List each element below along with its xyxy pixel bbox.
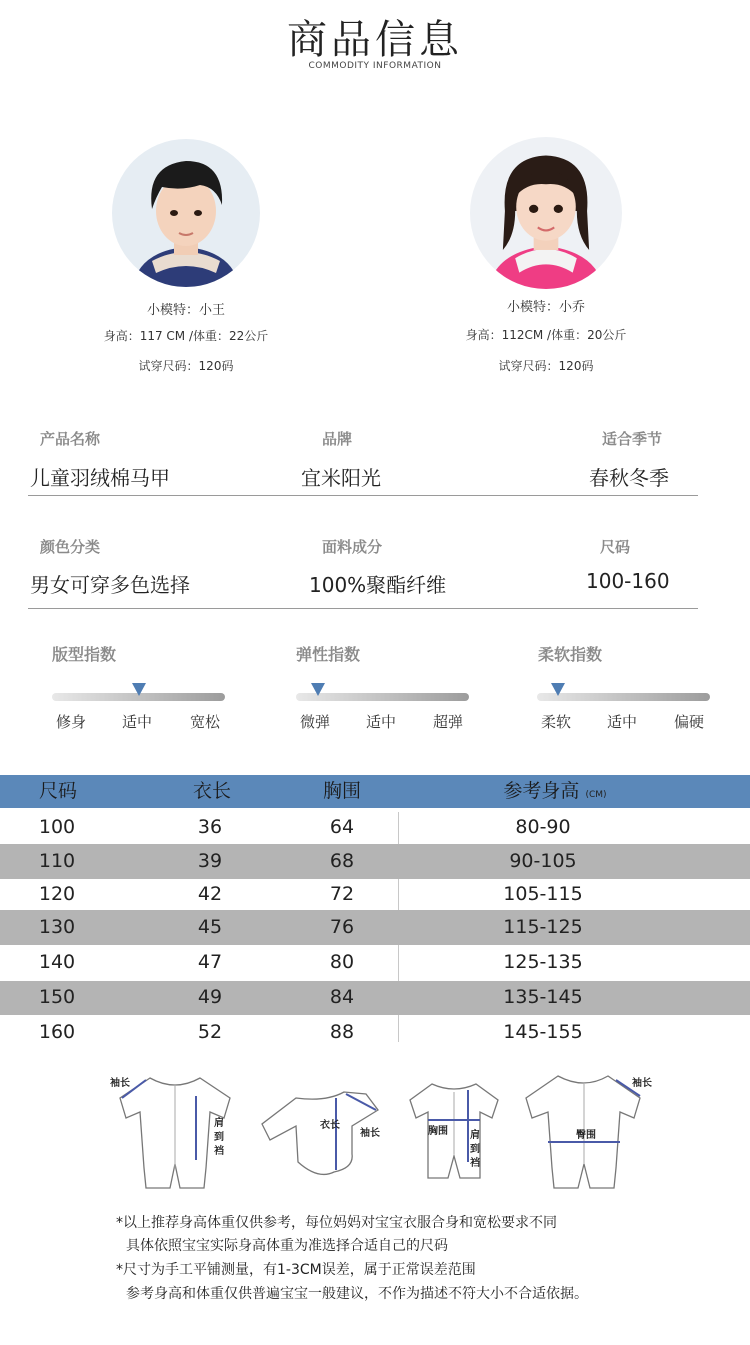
table-cell: 84 xyxy=(329,986,355,1008)
product-name-value: 儿童羽绒棉马甲 xyxy=(30,466,170,490)
table-cell: 39 xyxy=(197,850,223,872)
size-label: 尺码 xyxy=(600,538,631,556)
elasticity-index-label: 弹性指数 xyxy=(296,645,361,664)
model-girl-photo xyxy=(470,137,622,289)
divider xyxy=(28,608,698,609)
diagram-label-crotch: 裆 xyxy=(214,1146,224,1157)
table-cell: 135-145 xyxy=(503,986,583,1008)
fit-index-tick-mid: 适中 xyxy=(122,713,153,731)
table-row xyxy=(0,910,750,945)
size-table-header xyxy=(0,775,750,808)
table-cell: 52 xyxy=(197,1021,223,1043)
header-height-text: 参考身高 xyxy=(503,780,580,802)
diagram-label-sleeve-3: 袖长 xyxy=(632,1078,652,1089)
diagram-label-to-2: 到 xyxy=(470,1144,480,1155)
fit-index-label: 版型指数 xyxy=(52,645,117,664)
table-cell: 125-135 xyxy=(503,951,583,973)
table-cell: 145-155 xyxy=(503,1021,583,1043)
note-line-2: 具体依照宝宝实际身高体重为准选择合适自己的尺码 xyxy=(126,1238,448,1254)
elasticity-index-tick-mid: 适中 xyxy=(366,713,397,731)
softness-index-tick-high: 偏硬 xyxy=(674,713,705,731)
romper-diagram-hip xyxy=(512,1068,662,1192)
table-cell: 49 xyxy=(197,986,223,1008)
note-line-1: *以上推荐身高体重仅供参考，每位妈妈对宝宝衣服合身和宽松要求不同 xyxy=(116,1215,557,1231)
model-boy-photo xyxy=(112,139,260,287)
table-cell: 88 xyxy=(329,1021,355,1043)
note-line-4: 参考身高和体重仅供普遍宝宝一般建议，不作为描述不符大小不合适依据。 xyxy=(126,1286,588,1302)
header-height xyxy=(470,775,640,808)
softness-index-tick-mid: 适中 xyxy=(607,713,638,731)
table-cell: 160 xyxy=(38,1021,76,1043)
table-cell: 47 xyxy=(197,951,223,973)
brand-label: 品牌 xyxy=(322,430,353,448)
table-cell: 110 xyxy=(38,850,76,872)
diagram-label-to: 到 xyxy=(214,1132,224,1143)
table-cell: 80-90 xyxy=(515,816,571,838)
table-cell: 140 xyxy=(38,951,76,973)
diagram-label-shoulder: 肩 xyxy=(214,1118,224,1129)
table-cell: 64 xyxy=(329,816,355,838)
page-title: 商品信息 xyxy=(287,17,463,63)
softness-index-label: 柔软指数 xyxy=(538,645,603,664)
model-boy-name: 小模特：小王 xyxy=(146,303,225,318)
fit-index-tick-low: 修身 xyxy=(56,713,87,731)
elasticity-index-tick-high: 超弹 xyxy=(433,713,464,731)
table-row xyxy=(0,947,750,979)
diagram-label-hip: 臀围 xyxy=(576,1130,596,1141)
table-cell: 72 xyxy=(329,883,355,905)
fit-index-tick-high: 宽松 xyxy=(190,713,221,731)
header-length: 衣长 xyxy=(192,780,231,802)
table-cell: 68 xyxy=(329,850,355,872)
diagram-label-chest: 胸围 xyxy=(428,1126,448,1137)
page-subtitle: COMMODITY INFORMATION xyxy=(308,61,442,71)
table-cell: 42 xyxy=(197,883,223,905)
season-value: 春秋冬季 xyxy=(589,466,669,490)
diagram-label-sleeve: 袖长 xyxy=(110,1078,130,1089)
table-cell: 80 xyxy=(329,951,355,973)
model-boy-stats: 身高：117 CM /体重：22公斤 xyxy=(103,329,269,343)
note-line-3: *尺寸为手工平铺测量，有1-3CM误差，属于正常误差范围 xyxy=(116,1262,476,1278)
product-name-label: 产品名称 xyxy=(40,430,101,448)
table-cell: 45 xyxy=(197,916,223,938)
table-cell: 115-125 xyxy=(503,916,583,938)
model-girl-size: 试穿尺码：120码 xyxy=(498,359,594,373)
season-label: 适合季节 xyxy=(602,430,663,448)
fit-index-marker xyxy=(132,683,146,696)
table-row xyxy=(0,879,750,910)
divider xyxy=(28,495,698,496)
table-cell: 36 xyxy=(197,816,223,838)
fabric-label: 面料成分 xyxy=(322,538,383,556)
table-cell: 100 xyxy=(38,816,76,838)
color-value: 男女可穿多色选择 xyxy=(30,573,190,597)
table-row xyxy=(0,844,750,879)
table-cell: 76 xyxy=(329,916,355,938)
diagram-label-shoulder-2: 肩 xyxy=(470,1130,480,1141)
elasticity-index-marker xyxy=(311,683,325,696)
table-cell: 105-115 xyxy=(503,883,583,905)
elasticity-index-tick-low: 微弹 xyxy=(300,713,331,731)
table-cell: 130 xyxy=(38,916,76,938)
diagram-label-length: 衣长 xyxy=(320,1120,340,1131)
table-row xyxy=(0,981,750,1015)
table-cell: 150 xyxy=(38,986,76,1008)
table-cell: 120 xyxy=(38,883,76,905)
header-size: 尺码 xyxy=(38,780,77,802)
model-girl-name: 小模特：小乔 xyxy=(506,300,585,315)
romper-diagram-chest xyxy=(404,1078,504,1186)
brand-value: 宜米阳光 xyxy=(301,466,381,490)
bodysuit-diagram xyxy=(256,1084,391,1184)
header-chest: 胸围 xyxy=(322,780,361,802)
table-row xyxy=(0,812,750,844)
model-boy-size: 试穿尺码：120码 xyxy=(138,359,234,373)
softness-index-tick-low: 柔软 xyxy=(541,713,572,731)
diagram-label-sleeve-2: 袖长 xyxy=(360,1128,380,1139)
header-height-unit: (CM) xyxy=(585,790,607,800)
romper-diagram-sleeve xyxy=(100,1068,250,1192)
size-range-value: 100-160 xyxy=(586,569,670,593)
table-row xyxy=(0,1017,750,1049)
model-girl-stats: 身高：112CM /体重：20公斤 xyxy=(465,328,627,342)
softness-index-marker xyxy=(551,683,565,696)
table-cell: 90-105 xyxy=(509,850,577,872)
color-label: 颜色分类 xyxy=(40,538,101,556)
fabric-value: 100%聚酯纤维 xyxy=(309,573,447,597)
diagram-label-crotch-2: 裆 xyxy=(470,1158,480,1169)
